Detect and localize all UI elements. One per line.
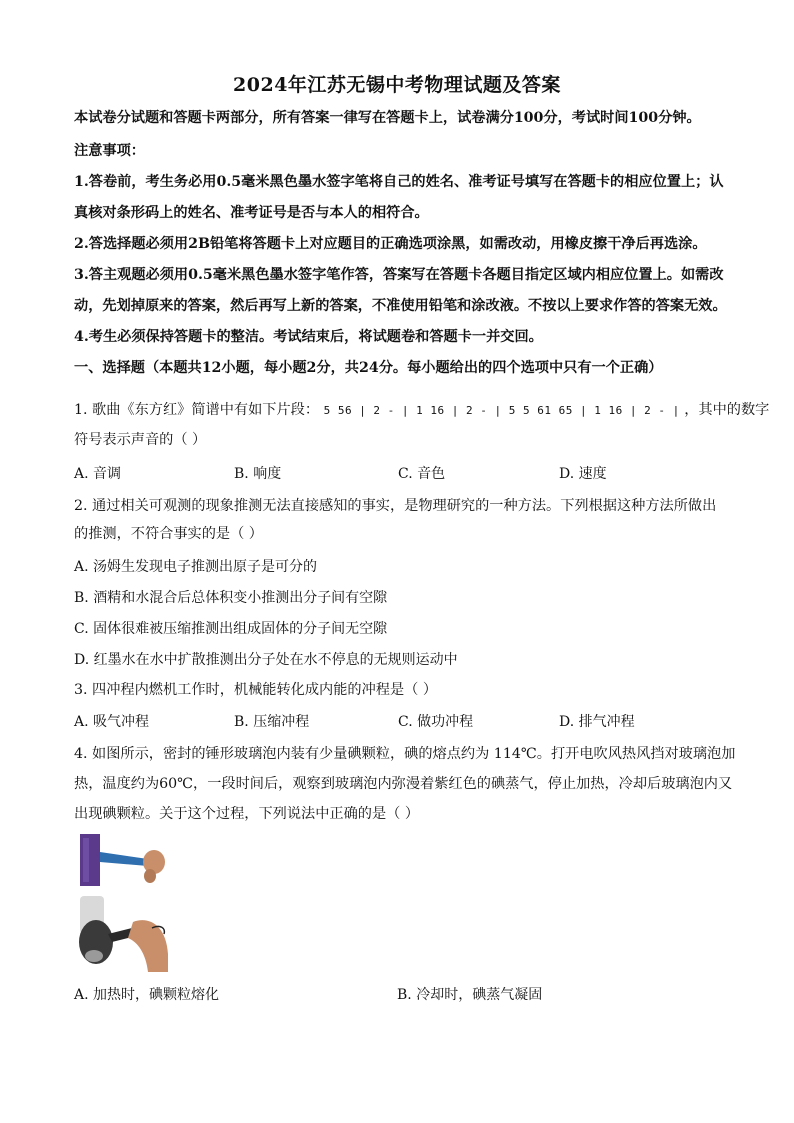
hand-shape xyxy=(143,850,165,874)
notice-line-4: 3.答主观题必须用0.5毫米黑色墨水签字笔作答，答案写在答题卡各题目指定区域内相应位置上。如需改 xyxy=(74,267,724,283)
question-1-prefix: 1. 歌曲《东方红》简谱中有如下片段： xyxy=(74,402,320,418)
q2-option-b[interactable]: B. 酒精和水混合后总体积变小推测出分子间有空隙 xyxy=(74,590,388,606)
bulb-highlight xyxy=(83,838,89,882)
question-4-stem-line1: 4. 如图所示，密封的锤形玻璃泡内装有少量碘颗粒，碘的熔点约为 114℃。打开电吹风热风挡对玻璃泡加 xyxy=(74,746,736,762)
section-heading: 一、选择题（本题共12小题，每小题2分，共24分。每小题给出的四个选项中只有一个正确） xyxy=(74,360,663,376)
notice-heading: 注意事项： xyxy=(74,143,145,159)
question-3-stem: 3. 四冲程内燃机工作时，机械能转化成内能的冲程是（ ） xyxy=(74,682,438,698)
exam-intro: 本试卷分试题和答题卡两部分，所有答案一律写在答题卡上，试卷满分100分，考试时间100分钟。 xyxy=(74,110,701,126)
q1-option-d[interactable]: D. 速度 xyxy=(559,466,607,482)
question-1-stem-line2: 符号表示声音的（ ） xyxy=(74,432,207,448)
hair-dryer-figure xyxy=(78,894,170,974)
q3-option-d[interactable]: D. 排气冲程 xyxy=(559,714,635,730)
dryer-grille xyxy=(85,950,103,962)
question-2-stem-line2: 的推测，不符合事实的是（ ） xyxy=(74,526,263,542)
notice-line-1: 1.答卷前，考生务必用0.5毫米黑色墨水签字笔将自己的姓名、准考证号填写在答题卡的相应位置上；认 xyxy=(74,174,724,190)
iodine-bulb-figure xyxy=(78,832,168,888)
notice-line-5: 动，先划掉原来的答案，然后再写上新的答案，不准使用铅笔和涂改液。不按以上要求作答的答案无效。 xyxy=(74,298,727,314)
notice-line-6: 4.考生必须保持答题卡的整洁。考试结束后，将试题卷和答题卡一并交回。 xyxy=(74,329,543,345)
q1-option-c[interactable]: C. 音色 xyxy=(398,466,446,482)
q2-option-c[interactable]: C. 固体很难被压缩推测出组成固体的分子间无空隙 xyxy=(74,621,388,637)
q4-option-a[interactable]: A. 加热时，碘颗粒熔化 xyxy=(74,987,220,1003)
finger-shape xyxy=(144,869,156,883)
question-2-stem-line1: 2. 通过相关可观测的现象推测无法直接感知的事实，是物理研究的一种方法。下列根据这种方法所做出 xyxy=(74,498,717,514)
question-1-stem xyxy=(74,400,770,421)
question-4-stem-line3: 出现碘颗粒。关于这个过程，下列说法中正确的是（ ） xyxy=(74,806,420,822)
q1-option-b[interactable]: B. 响度 xyxy=(234,466,282,482)
q1-option-a[interactable]: A. 音调 xyxy=(74,466,122,482)
q4-option-b[interactable]: B. 冷却时，碘蒸气凝固 xyxy=(397,987,543,1003)
hair-dryer-illustration xyxy=(78,894,170,974)
music-score: 5 56 | 2 - | 1 16 | 2 - | 5 5 61 65 | 1 16 | 2 - | xyxy=(323,404,680,417)
question-1-suffix: ，其中的数字 xyxy=(684,402,770,418)
q3-option-b[interactable]: B. 压缩冲程 xyxy=(234,714,310,730)
notice-line-2: 真核对条形码上的姓名、准考证号是否与本人的相符合。 xyxy=(74,205,429,221)
q2-option-a[interactable]: A. 汤姆生发现电子推测出原子是可分的 xyxy=(74,559,318,575)
q3-option-a[interactable]: A. 吸气冲程 xyxy=(74,714,150,730)
q2-option-d[interactable]: D. 红墨水在水中扩散推测出分子处在水不停息的无规则运动中 xyxy=(74,652,458,668)
iodine-bulb-illustration xyxy=(78,832,168,888)
page-title: 2024年江苏无锡中考物理试题及答案 xyxy=(233,74,561,96)
glass-rod xyxy=(100,852,148,866)
q3-option-c[interactable]: C. 做功冲程 xyxy=(398,714,474,730)
notice-line-3: 2.答选择题必须用2B铅笔将答题卡上对应题目的正确选项涂黑，如需改动，用橡皮擦干净后再选涂。 xyxy=(74,236,707,252)
question-4-stem-line2: 热，温度约为60℃，一段时间后，观察到玻璃泡内弥漫着紫红色的碘蒸气，停止加热，冷却后玻璃泡内又 xyxy=(74,776,733,792)
